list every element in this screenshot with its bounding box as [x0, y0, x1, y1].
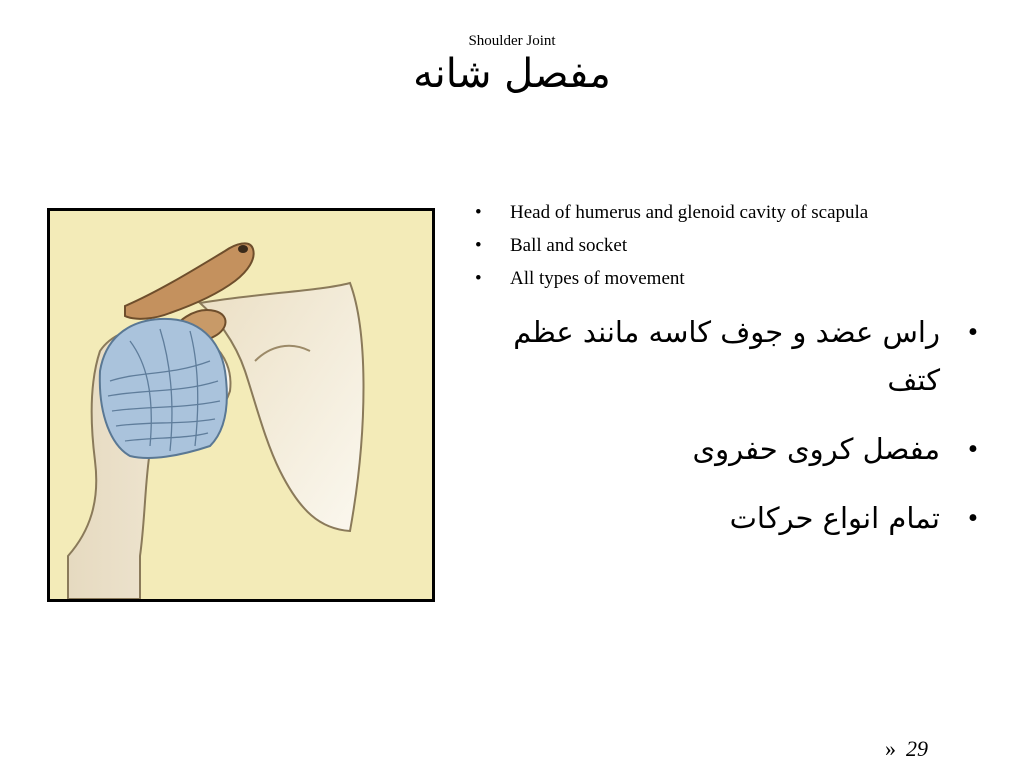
fa-bullet-item: • تمام انواع حرکات — [500, 494, 990, 542]
footer-separator: » — [885, 736, 896, 761]
en-bullet-item: • Ball and socket — [470, 229, 1000, 262]
en-bullet-item: • All types of movement — [470, 262, 1000, 295]
slide-title-fa: مفصل شانه — [413, 51, 611, 97]
fa-bullet-item: • راس عضد و جوف کاسه مانند عظم کتف — [500, 308, 990, 404]
slide-footer — [885, 736, 928, 762]
shoulder-joint-drawing — [50, 211, 432, 599]
shoulder-joint-illustration — [47, 208, 435, 602]
persian-bullet-list — [500, 308, 990, 563]
fa-bullet-item: • مفصل کروی حفروی — [500, 425, 990, 473]
slide-subtitle-en: Shoulder Joint — [468, 33, 556, 49]
en-bullet-item: • Head of humerus and glenoid cavity of scapula — [470, 196, 1000, 229]
english-bullet-list — [470, 196, 1000, 295]
page-number: 29 — [906, 736, 928, 761]
